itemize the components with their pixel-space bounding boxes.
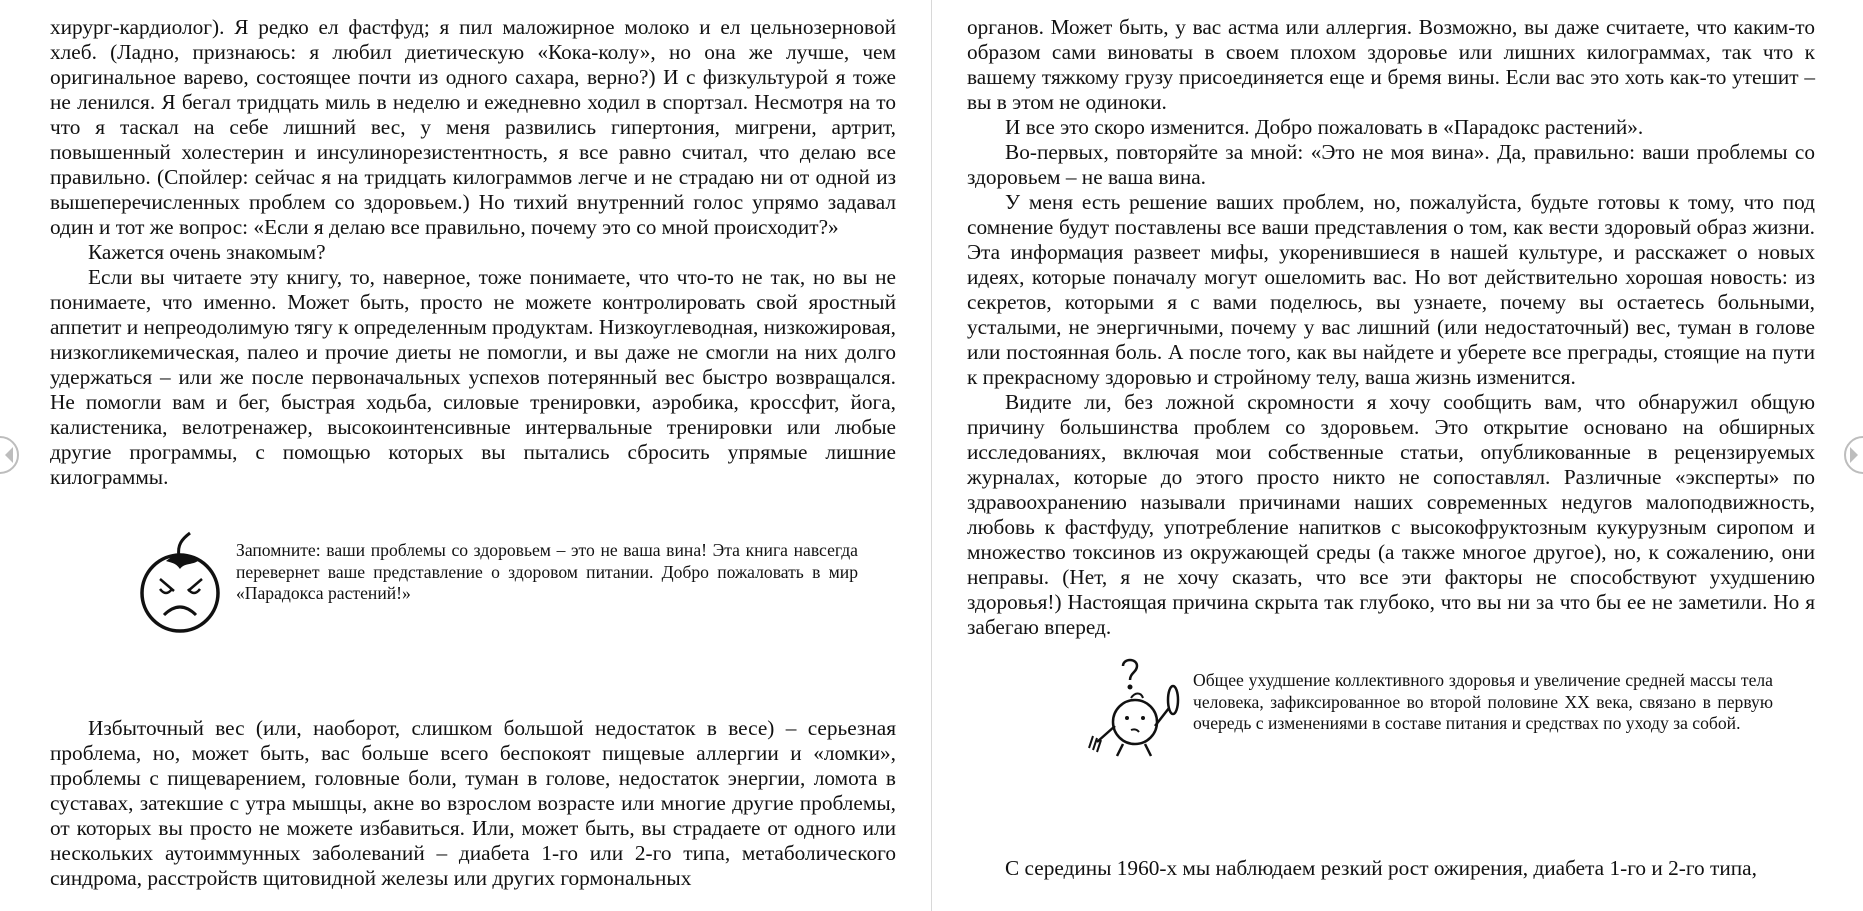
next-page-arrow-icon[interactable] [1837,436,1863,474]
paragraph: Если вы читаете эту книгу, то, наверное, тоже понимаете, что что-то не так, но вы не понимаете, что именно. Может быть, просто не можете контролировать свой яростный аппетит и непреодолимую тягу к определенным продуктам. Низкоуглеводная, низкожировая, низкогликемическая, палео и прочие диеты не помогли, и вы даже не смогли на них долго удержаться – или же после первоначальных успехов потерянный вес быстро возвращался. Не помогли вам и бег, быстрая ходьба, силовые тренировки, аэробика, кроссфит, йога, калистеника, велотренажер, высокоинтенсивные интервальные тренировки или любые другие программы, с помощью которых вы пытались сбросить упрямые лишние килограммы. [50,265,896,489]
left-callout-note [126,540,858,634]
page-divider [931,0,932,911]
paragraph: И все это скоро изменится. Добро пожаловать в «Парадокс растений». [1005,115,1644,139]
paragraph: С середины 1960-х мы наблюдаем резкий рост ожирения, диабета 1-го и 2-го типа, [1005,856,1757,880]
right-block-2 [967,856,1815,881]
paragraph: Видите ли, без ложной скромности я хочу сообщить вам, что обнаружил общую причину большинства проблем со здоровьем. Это открытие основано на обширных исследованиях, включая мои собственные статьи, опубликованные в рецензируемых журналах, которые до этого просто никто не сопоставлял. Различные «эксперты» по здравоохранению называли причинами наших современных недугов малоподвижность, любовь к фастфуду, употребление напитков с высокофруктозным кукурузным сиропом и множество токсинов из окружающей среды (а также многое другое), но, к сожалению, они неправы. (Нет, я не хочу сказать, что все эти факторы не способствуют ухудшению здоровья!) Настоящая причина скрыта так глубоко, что вы ни за что бы ее не заметили. Но я забегаю вперед. [967,390,1815,639]
paragraph: У меня есть решение ваших проблем, но, пожалуйста, будьте готовы к тому, что под сомнение будут поставлены все ваши представления о том, как вести здоровый образ жизни. Эта информация развеет мифы, укоренившиеся в нашей культуре, и расскажет о новых идеях, которые поначалу могут ошеломить вас. Но вот действительно хорошая новость: из секретов, которыми я с вами поделюсь, вы узнаете, почему вы остаетесь больными, усталыми, не энергичными, почему у вас лишний (или недостаточный) вес, туман в голове или постоянная боль. А после того, как вы найдете и уберете все преграды, стоящие на пути к прекрасному здоровью и стройному телу, ваша жизнь изменится. [967,190,1815,389]
right-block-1 [967,15,1815,640]
paragraph: хирург-кардиолог). Я редко ел фастфуд; я пил маложирное молоко и ел цельнозерновой хлеб. (Ладно, признаюсь: я любил диетическую «Кока-колу», но она же лучше, чем оригинальное варево, состоящее почти из одного сахара, верно?) И с физкультурой я тоже не ленился. Я бегал тридцать миль в неделю и ежедневно ходил в спортзал. Несмотря на то что я таскал на себе лишний вес, у меня развились гипертония, мигрени, артрит, повышенный холестерин и инсулинорезистентность, я все равно считал, что делаю все правильно. (Спойлер: сейчас я на тридцать килограммов легче и не страдаю ни от одной из вышеперечисленных проблем со здоровьем.) Но тихий внутренний голос упрямо задавал один и тот же вопрос: «Если я делаю все правильно, почему это со мной происходит?» [50,15,896,239]
right-callout-note [1043,670,1773,768]
paragraph: Избыточный вес (или, наоборот, слишком большой недостаток в весе) – серьезная проблема, но, может быть, вас больше всего беспокоят пищевые аллергии и «ломки», проблемы с пищеварением, головные боли, туман в голове, недостаток энергии, ломота в суставах, затекшие с утра мышцы, акне во взрослом возрасте или многие другие проблемы, от которых вы просто не можете избавиться. Или, может быть, вы страдаете от одного или нескольких аутоиммунных заболеваний – диабета 1-го или 2-го типа, метаболического синдрома, расстройств щитовидной железы или других гормональных [50,716,896,890]
callout-text: Запомните: ваши проблемы со здоровьем – это не ваша вина! Эта книга навсегда перевернет ваше представление о здоровом питании. Добро пожаловать в мир «Парадокса растений!» [236,540,858,603]
left-block-1 [50,15,896,490]
prev-page-arrow-icon[interactable] [0,436,26,474]
left-block-2 [50,716,896,891]
paragraph: Во-первых, повторяйте за мной: «Это не моя вина». Да, правильно: ваши проблемы со здоровьем – не ваша вина. [967,140,1815,189]
paragraph: Кажется очень знакомым? [88,240,326,264]
sad-face-icon [122,531,232,634]
paragraph: органов. Может быть, у вас астма или аллергия. Возможно, вы даже считаете, что каким-то образом сами виноваты в своем плохом здоровье или лишних килограммах, так что к вашему тяжкому грузу присоединяется еще и бремя вины. Если вас это хоть как-то утешит – вы в этом не одиноки. [967,15,1815,114]
left-page [0,0,930,911]
right-page [934,0,1863,911]
callout-text: Общее ухудшение коллективного здоровья и увеличение средней массы тела человека, зафиксированное во второй половине XX века, связано в первую очередь с изменениями в составе питания и средствах по уходу за собой. [1193,670,1773,733]
thinking-chef-icon [1083,656,1189,768]
